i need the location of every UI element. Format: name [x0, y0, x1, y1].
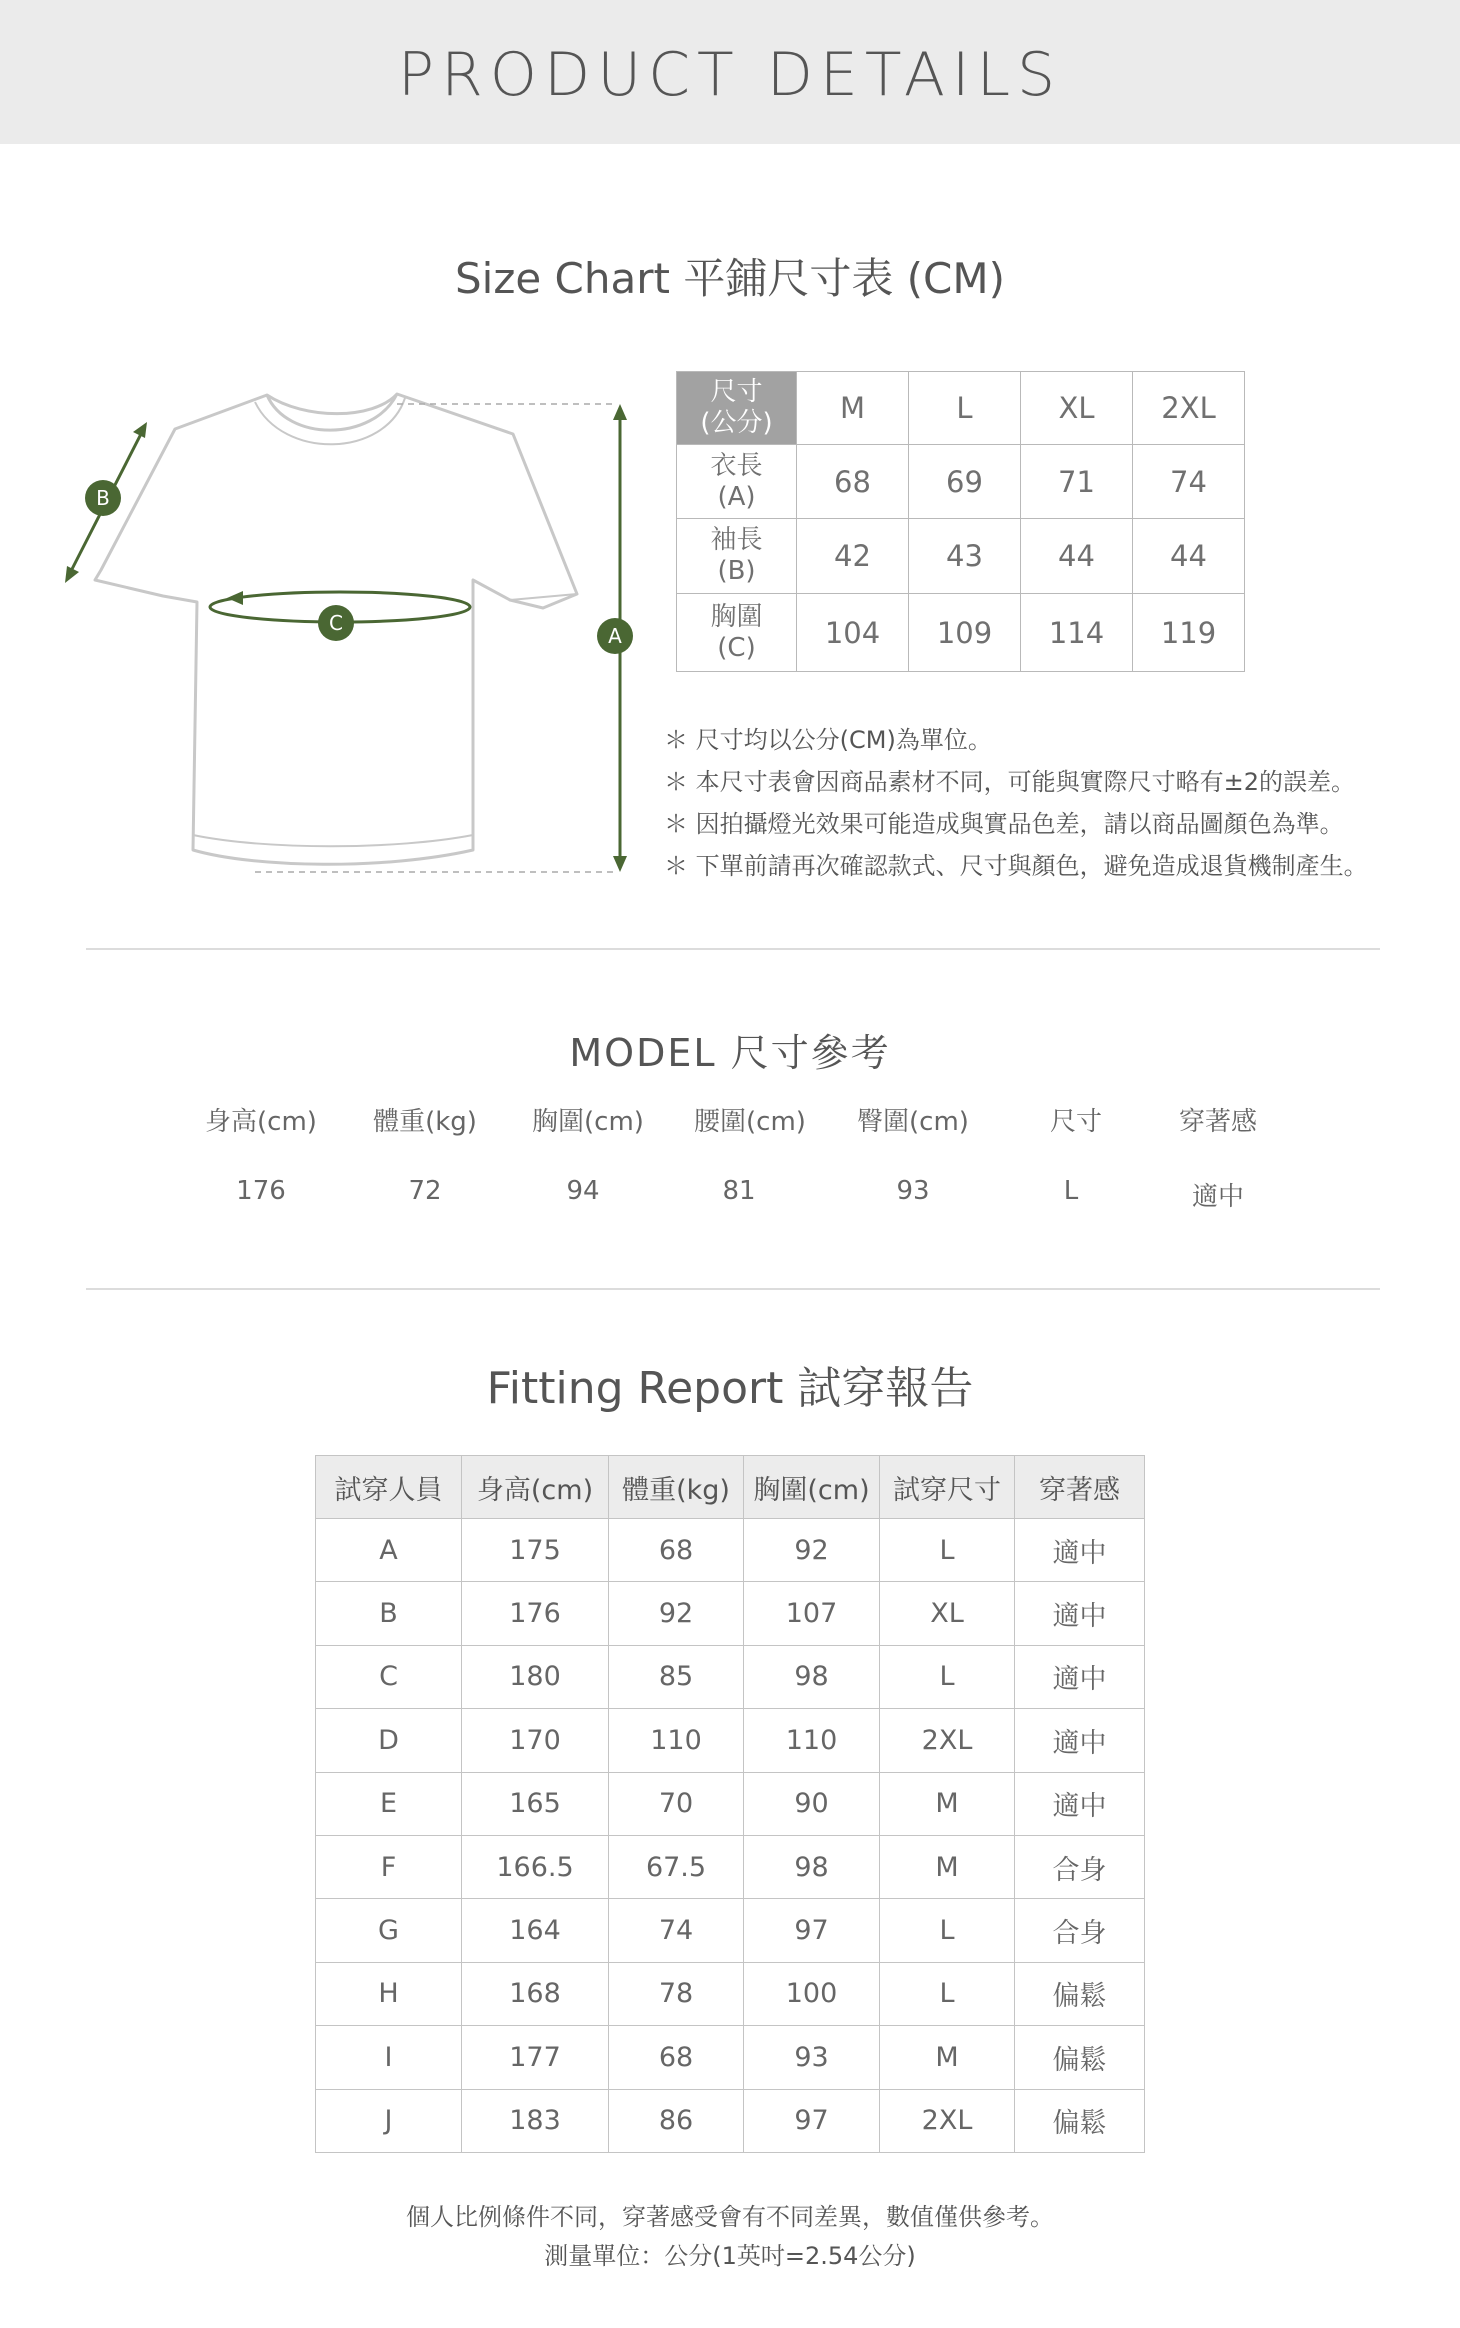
- fit-row: [316, 1709, 1145, 1772]
- model-header: 身高(cm): [205, 1107, 317, 1137]
- label-b-badge: B: [85, 480, 121, 516]
- model-header: 體重(kg): [373, 1107, 477, 1137]
- fit-cell: M: [880, 1835, 1015, 1898]
- fit-header: 試穿尺寸: [880, 1456, 1015, 1519]
- fit-cell: 98: [744, 1835, 880, 1898]
- model-value: 72: [408, 1176, 442, 1206]
- model-header: 穿著感: [1178, 1107, 1257, 1137]
- fit-row: [316, 1582, 1145, 1645]
- fit-cell: 偏鬆: [1015, 2089, 1145, 2152]
- model-value: 176: [236, 1176, 286, 1206]
- fit-cell: 90: [744, 1772, 880, 1835]
- fit-row: [316, 1962, 1145, 2025]
- fit-row: [316, 2089, 1145, 2152]
- fit-cell: XL: [880, 1582, 1015, 1645]
- fit-cell: 適中: [1015, 1772, 1145, 1835]
- fit-cell: 183: [462, 2089, 609, 2152]
- fit-cell: 177: [462, 2026, 609, 2089]
- size-chart-title: Size Chart 平鋪尺寸表 (CM): [454, 254, 1006, 303]
- size-cell: 74: [1133, 445, 1245, 519]
- model-value: 93: [896, 1176, 930, 1206]
- fit-cell: M: [880, 2026, 1015, 2089]
- model-header: 腰圍(cm): [694, 1107, 806, 1137]
- fit-cell: 2XL: [880, 1709, 1015, 1772]
- divider: [86, 948, 1380, 950]
- size-chart-table: [676, 371, 1245, 672]
- fitting-title: Fitting Report 試穿報告: [486, 1363, 974, 1414]
- fit-cell: 78: [609, 1962, 744, 2025]
- fit-cell: 2XL: [880, 2089, 1015, 2152]
- size-table-corner: 尺寸 (公分): [677, 372, 797, 445]
- measurement-unit-note: 測量單位：公分(1英吋=2.54公分): [544, 2242, 916, 2270]
- size-row-label: 衣長 (A): [677, 445, 797, 519]
- fit-cell: 97: [744, 2089, 880, 2152]
- fitting-table: [315, 1455, 1145, 2153]
- fit-cell: 適中: [1015, 1709, 1145, 1772]
- fit-cell: 175: [462, 1519, 609, 1582]
- fit-cell: J: [316, 2089, 462, 2152]
- fit-header: 試穿人員: [316, 1456, 462, 1519]
- label-c-badge: C: [318, 605, 354, 641]
- tshirt-outline-icon: [55, 380, 655, 880]
- fit-header: 穿著感: [1015, 1456, 1145, 1519]
- size-col-2xl: 2XL: [1133, 372, 1245, 445]
- fit-cell: 92: [744, 1519, 880, 1582]
- fit-cell: 67.5: [609, 1835, 744, 1898]
- fit-cell: F: [316, 1835, 462, 1898]
- model-value: 94: [566, 1176, 600, 1206]
- fit-cell: 165: [462, 1772, 609, 1835]
- fit-cell: 68: [609, 1519, 744, 1582]
- fit-header: 胸圍(cm): [744, 1456, 880, 1519]
- fit-cell: L: [880, 1645, 1015, 1708]
- fit-header: 體重(kg): [609, 1456, 744, 1519]
- fit-cell: H: [316, 1962, 462, 2025]
- fit-cell: 180: [462, 1645, 609, 1708]
- model-value: 81: [722, 1176, 756, 1206]
- fit-cell: 92: [609, 1582, 744, 1645]
- size-col-xl: XL: [1021, 372, 1133, 445]
- fit-cell: L: [880, 1899, 1015, 1962]
- fit-cell: 偏鬆: [1015, 2026, 1145, 2089]
- model-title: MODEL 尺寸參考: [569, 1031, 891, 1075]
- fit-cell: 適中: [1015, 1519, 1145, 1582]
- fit-row: [316, 1772, 1145, 1835]
- size-note: ＊ 因拍攝燈光效果可能造成與實品色差，請以商品圖顏色為準。: [664, 810, 1344, 838]
- size-row-label: 袖長 (B): [677, 519, 797, 594]
- fit-cell: 107: [744, 1582, 880, 1645]
- fit-row: [316, 2026, 1145, 2089]
- fit-cell: 偏鬆: [1015, 1962, 1145, 2025]
- fit-row: [316, 1899, 1145, 1962]
- size-cell: 69: [909, 445, 1021, 519]
- fit-cell: 合身: [1015, 1835, 1145, 1898]
- size-row-chest: [677, 594, 1245, 672]
- fitting-footnote: 個人比例條件不同，穿著感受會有不同差異，數值僅供參考。: [406, 2203, 1054, 2231]
- size-col-m: M: [797, 372, 909, 445]
- size-cell: 44: [1021, 519, 1133, 594]
- fit-cell: A: [316, 1519, 462, 1582]
- fit-cell: 100: [744, 1962, 880, 2025]
- fit-cell: 合身: [1015, 1899, 1145, 1962]
- size-cell: 104: [797, 594, 909, 672]
- size-cell: 44: [1133, 519, 1245, 594]
- size-cell: 42: [797, 519, 909, 594]
- page-title: PRODUCT DETAILS: [397, 40, 1063, 110]
- tshirt-diagram: [55, 380, 655, 880]
- size-cell: 68: [797, 445, 909, 519]
- model-value: L: [1063, 1176, 1079, 1206]
- fit-cell: 166.5: [462, 1835, 609, 1898]
- divider: [86, 1288, 1380, 1290]
- fit-row: [316, 1519, 1145, 1582]
- fit-cell: 170: [462, 1709, 609, 1772]
- size-cell: 119: [1133, 594, 1245, 672]
- fit-cell: D: [316, 1709, 462, 1772]
- fit-cell: 70: [609, 1772, 744, 1835]
- size-row-sleeve: [677, 519, 1245, 594]
- fit-cell: 98: [744, 1645, 880, 1708]
- model-header: 臀圍(cm): [857, 1107, 969, 1137]
- fit-cell: I: [316, 2026, 462, 2089]
- fit-cell: 93: [744, 2026, 880, 2089]
- size-cell: 114: [1021, 594, 1133, 672]
- fit-row: [316, 1835, 1145, 1898]
- size-notes: [664, 719, 1368, 887]
- fit-cell: B: [316, 1582, 462, 1645]
- size-row-length: [677, 445, 1245, 519]
- model-header: 尺寸: [1049, 1107, 1102, 1137]
- fit-cell: 176: [462, 1582, 609, 1645]
- size-col-l: L: [909, 372, 1021, 445]
- size-note: ＊ 尺寸均以公分(CM)為單位。: [664, 726, 992, 754]
- fit-cell: 適中: [1015, 1582, 1145, 1645]
- size-cell: 109: [909, 594, 1021, 672]
- fit-cell: L: [880, 1962, 1015, 2025]
- size-row-label: 胸圍 (C): [677, 594, 797, 672]
- label-a-badge: A: [597, 618, 633, 654]
- fit-cell: 74: [609, 1899, 744, 1962]
- fit-cell: 適中: [1015, 1645, 1145, 1708]
- fit-header: 身高(cm): [462, 1456, 609, 1519]
- fit-cell: M: [880, 1772, 1015, 1835]
- fit-cell: E: [316, 1772, 462, 1835]
- model-header: 胸圍(cm): [532, 1107, 644, 1137]
- fit-cell: 85: [609, 1645, 744, 1708]
- model-value: 適中: [1191, 1182, 1244, 1212]
- fit-row: [316, 1645, 1145, 1708]
- size-cell: 43: [909, 519, 1021, 594]
- size-note: ＊ 下單前請再次確認款式、尺寸與顏色，避免造成退貨機制產生。: [664, 852, 1368, 880]
- fit-cell: L: [880, 1519, 1015, 1582]
- size-cell: 71: [1021, 445, 1133, 519]
- fit-cell: 86: [609, 2089, 744, 2152]
- fit-cell: 110: [609, 1709, 744, 1772]
- size-note: ＊ 本尺寸表會因商品素材不同，可能與實際尺寸略有±2的誤差。: [664, 768, 1356, 796]
- fit-cell: G: [316, 1899, 462, 1962]
- fit-cell: 97: [744, 1899, 880, 1962]
- fit-cell: 168: [462, 1962, 609, 2025]
- fit-cell: 110: [744, 1709, 880, 1772]
- fit-cell: 164: [462, 1899, 609, 1962]
- fit-cell: 68: [609, 2026, 744, 2089]
- fit-cell: C: [316, 1645, 462, 1708]
